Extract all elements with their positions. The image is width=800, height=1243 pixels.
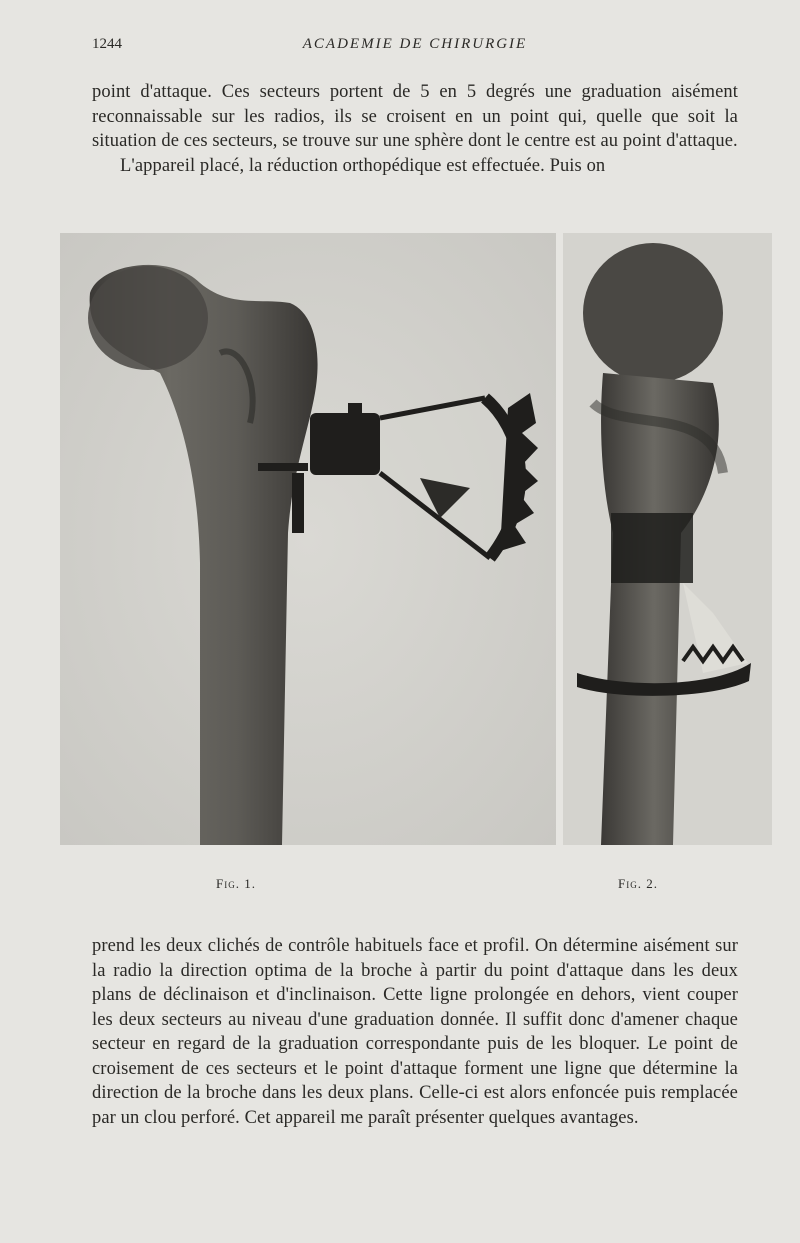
page-header [92, 36, 738, 58]
figure-1-radiograph [60, 233, 556, 845]
running-title: ACADEMIE DE CHIRURGIE [302, 36, 528, 52]
paragraph: prend les deux clichés de contrôle habituels face et profil. On détermine aisément sur la radio la direction optima de la broche à partir du point d'attaque dans les deux plans de déclinaison et d'inclinaison. Cette ligne prolongée en dehors, vient couper les deux secteurs au niveau d'une graduation donnée. Il suffit donc d'amener chaque secteur en regard de la graduation correspondante puis de les bloquer. Le point de croisement de ces secteurs et le point d'attaque forment une ligne que détermine la direction de la broche dans les deux plans. Celle-ci est alors enfoncée puis remplacée par un clou perforé. Cet appareil me paraît présenter quelques avantages. [92, 936, 738, 1128]
figure-2-caption: Fig. 2. [618, 876, 658, 891]
femur-lateral-xray-illustration [563, 233, 772, 845]
body-text-top [92, 80, 738, 178]
body-text-bottom [92, 934, 738, 1130]
femur-front-xray-illustration [60, 233, 556, 845]
figure-2-radiograph [563, 233, 772, 845]
page-number: 1244 [92, 36, 122, 52]
paragraph: point d'attaque. Ces secteurs portent de 5 en 5 degrés une graduation aisément reconnaissable sur les radios, ils se croisent en un point qui, quelle que soit la situation de ces secteurs, se trouve sur une sphère dont le centre est au point d'attaque. [92, 82, 738, 151]
paragraph: L'appareil placé, la réduction orthopédique est effectuée. Puis on [120, 155, 606, 176]
figure-1-caption: Fig. 1. [216, 876, 256, 891]
